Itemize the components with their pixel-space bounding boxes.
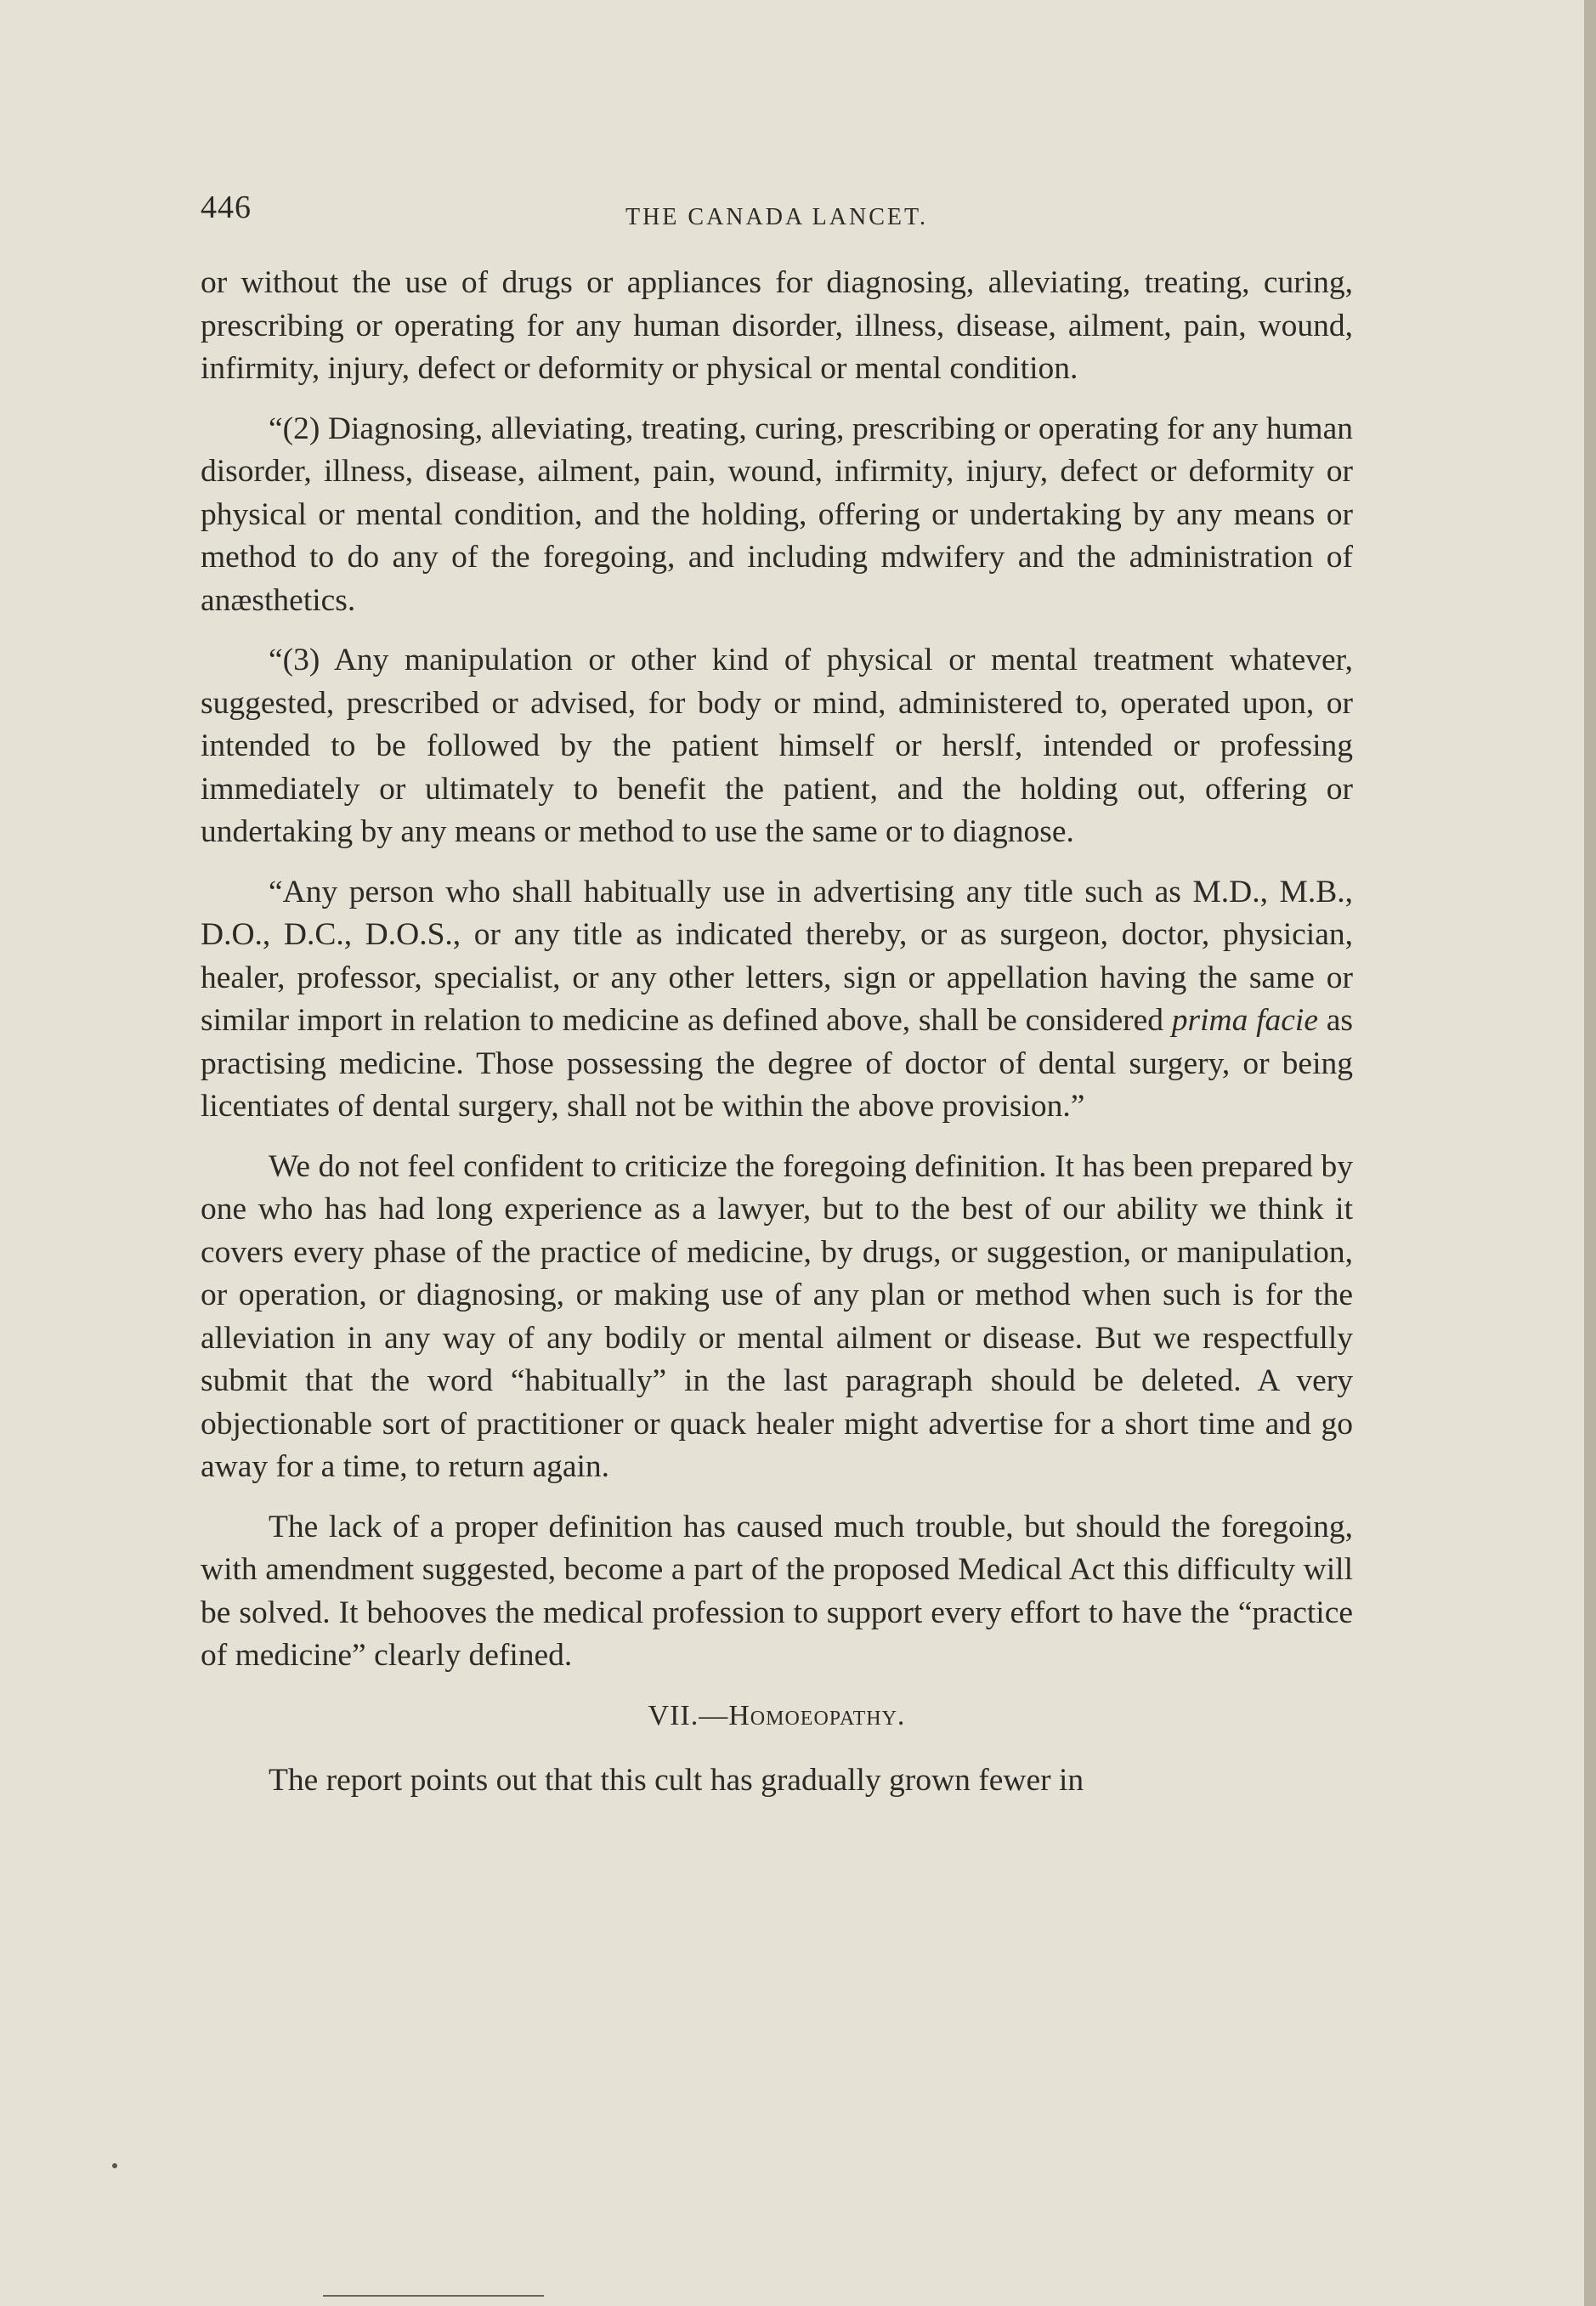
bottom-rule [323,2295,544,2297]
paragraph-continued: or without the use of drugs or appliances for diagnosing, alleviating, treating, curing, prescribing or operating for any human disorder, illness, disease, ailment, pain, wound, infirmity, injury, defect or deformity or physical or mental condition. [201,265,1353,386]
paragraph-clause-3: “(3) Any manipulation or other kind of physical or mental treatment whatever, suggested, prescribed or advised, for body or mind, administered to, operated upon, or intended to be followed by the patient himself or herslf, intended or professing immediately or ultimately to benefit the patient, and the holding out, offering or undertaking by any means or method to use the same or to diagnose. [201,643,1353,849]
paper-speck [112,2163,117,2168]
paragraph-clause-2: “(2) Diagnosing, alleviating, treating, curing, prescribing or operating for any human disorder, illness, disease, ailment, pain, wound, infirmity, injury, defect or deformity or physical or mental condition, and the holding, offering or undertaking by any means or method to do any of the foregoing, and including mdwifery and the administration of anæsthetics. [201,411,1353,618]
paragraph-closing: The report points out that this cult has gradually grown fewer in [269,1763,1084,1798]
paragraph-text: “Any person who shall habitually use in advertising any title such as M.D., M.B., D.O., D.C., D.O.S., or any title as indicated thereby, or as surgeon, doctor, physician, healer, professor, specialist, or any other letters, sign or appellation having the same or similar import in relation to medicine as defined above, shall be considered [201,874,1353,1038]
paragraph-definition: The lack of a proper definition has caused much trouble, but should the foregoing, with amendment suggested, become a part of the proposed Medical Act this difficulty will be solved. It behooves the medical profession to support every effort to have the “practice of medicine” clearly defined. [201,1509,1353,1673]
italic-phrase: prima facie [1171,1003,1318,1038]
paragraph-any-person [201,871,1353,1129]
paragraph-text: as practising medicine. Those possessing the degree of doctor of dental surgery, or being licentiates of dental surgery, shall not be within the above provision.” [201,1003,1353,1124]
page-number: 446 [201,190,252,225]
page-edge [1584,0,1596,2306]
paragraph-commentary: We do not feel confident to criticize the foregoing definition. It has been prepared by one who has had long experience as a lawyer, but to the best of our ability we think it covers every phase of the practice of medicine, by drugs, or suggestion, or manipulation, or operation, or diagnosing, or making use of any plan or method when such is for the alleviation in any way of any bodily or mental ailment or disease. But we respectfully submit that the word “habitually” in the last paragraph should be deleted. A very objectionable sort of practitioner or quack healer might advertise for a short time and go away for a time, to return again. [201,1148,1353,1484]
running-title: THE CANADA LANCET. [625,204,928,230]
section-heading: VII.—Homoeopathy. [648,1699,906,1731]
body-text [201,262,1353,1820]
page-header [201,189,1353,240]
